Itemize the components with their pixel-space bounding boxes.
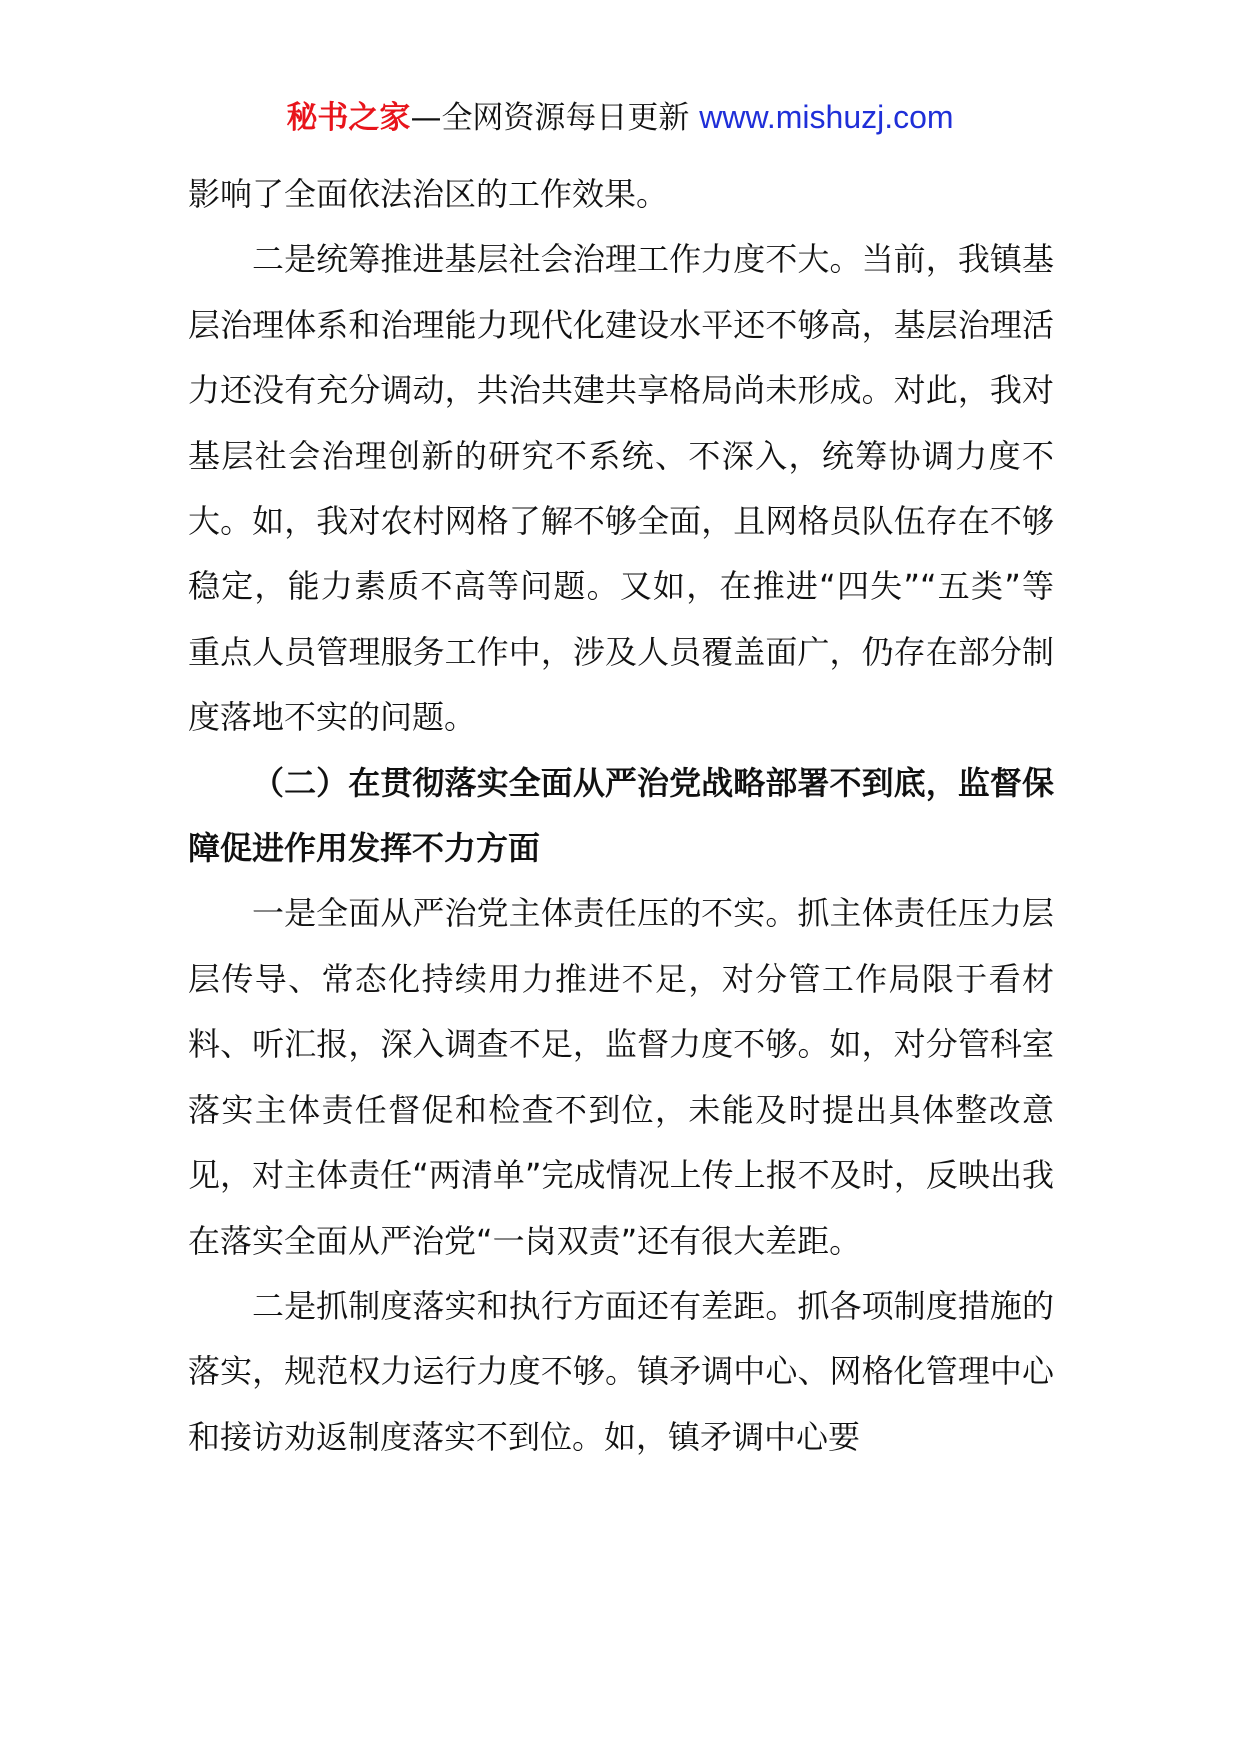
paragraph-system-implementation: 二是抓制度落实和执行方面还有差距。抓各项制度措施的落实，规范权力运行力度不够。镇矛调中心、网格化管理中心和接访劝返制度落实不到位。如，镇矛调中心要 (188, 1286, 1054, 1456)
paragraph-main-responsibility: 一是全面从严治党主体责任压的不实。抓主体责任压力层层传导、常态化持续用力推进不足，对分管工作局限于看材料、听汇报，深入调查不足，监督力度不够。如，对分管科室落实主体责任督促和检查不到位，未能及时提出具体整改意见，对主体责任“两清单”完成情况上传上报不及时，反映出我在落实全面从严治党“一岗双责”还有很大差距。 (188, 894, 1054, 1260)
section-heading: （二）在贯彻落实全面从严治党战略部署不到底，监督保障促进作用发挥不力方面 (188, 763, 1054, 868)
paragraph-continuation: 影响了全面依法治区的工作效果。 (188, 175, 669, 213)
site-url-link[interactable]: www.mishuzj.com (699, 99, 954, 135)
site-slogan: —全网资源每日更新 (410, 100, 690, 136)
site-brand: 秘书之家 (286, 100, 411, 136)
site-header (0, 97, 1240, 138)
document-body (188, 162, 1054, 1470)
paragraph-grassroots-governance: 二是统筹推进基层社会治理工作力度不大。当前，我镇基层治理体系和治理能力现代化建设水平还不够高，基层治理活力还没有充分调动，共治共建共享格局尚未形成。对此，我对基层社会治理创新的研究不系统、不深入，统筹协调力度不大。如，我对农村网格了解不够全面，且网格员队伍存在不够稳定，能力素质不高等问题。又如，在推进“四失”“五类”等重点人员管理服务工作中，涉及人员覆盖面广，仍存在部分制度落地不实的问题。 (188, 240, 1054, 737)
